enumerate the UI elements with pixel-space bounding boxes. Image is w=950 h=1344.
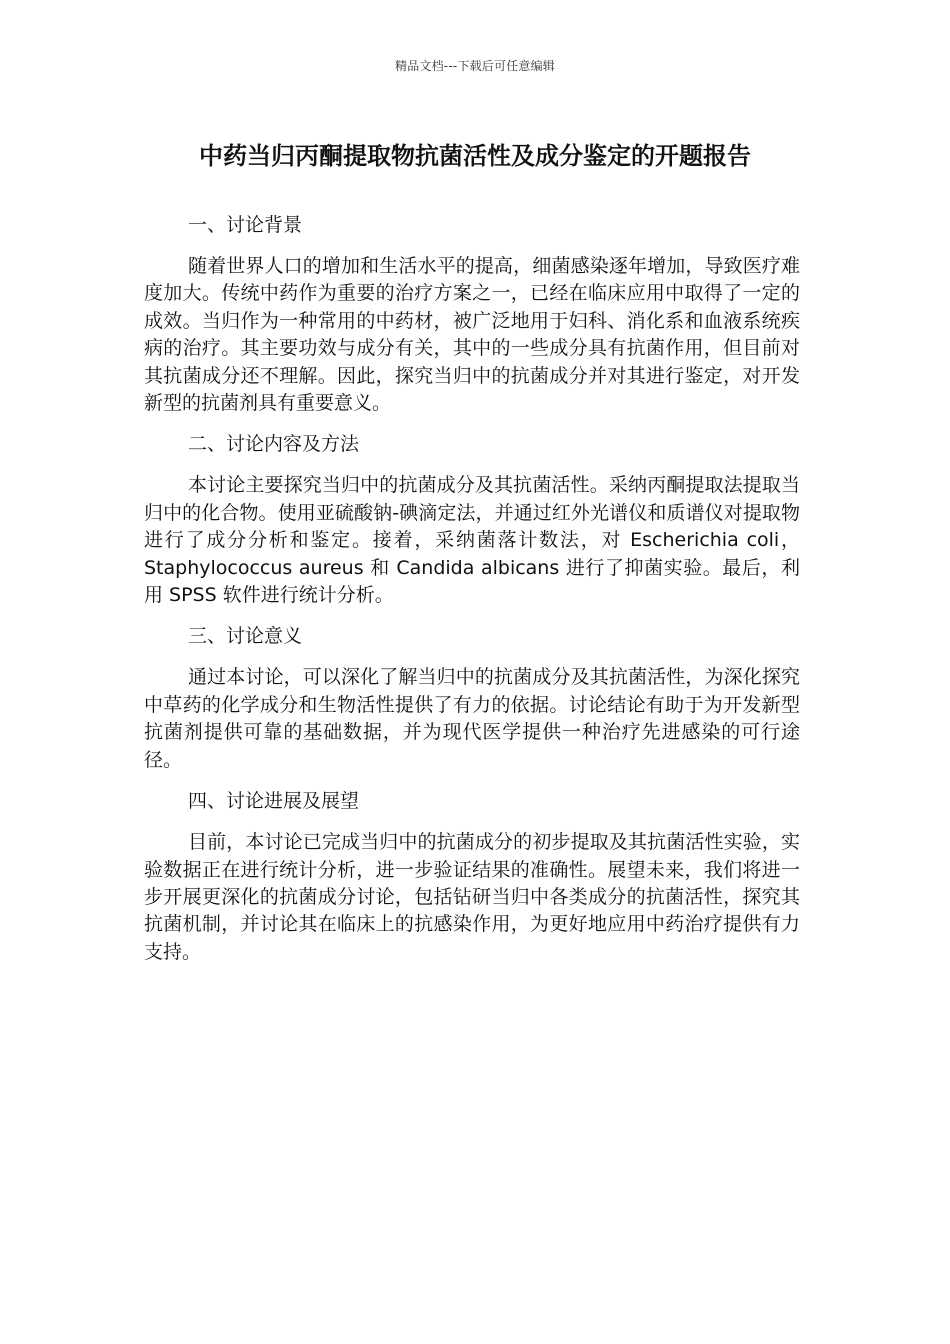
section-heading: 二、讨论内容及方法 [188, 433, 360, 456]
section-progress-outlook [144, 788, 800, 966]
section-heading: 三、讨论意义 [188, 625, 303, 648]
document-body [144, 212, 800, 980]
section-content-methods [144, 431, 800, 609]
section-significance [144, 623, 800, 774]
section-paragraph: 随着世界人口的增加和生活水平的提高，细菌感染逐年增加，导致医疗难度加大。传统中药作为重要的治疗方案之一，已经在临床应用中取得了一定的成效。当归作为一种常用的中药材，被广泛地用于妇科、消化系和血液系统疾病的治疗。其主要功效与成分有关，其中的一些成分具有抗菌作用，但目前对其抗菌成分还不理解。因此，探究当归中的抗菌成分并对其进行鉴定，对开发新型的抗菌剂具有重要意义。 [144, 255, 800, 415]
section-paragraph: 通过本讨论，可以深化了解当归中的抗菌成分及其抗菌活性，为深化探究中草药的化学成分和生物活性提供了有力的依据。讨论结论有助于为开发新型抗菌剂提供可靠的基础数据，并为现代医学提供一种治疗先进感染的可行途径。 [144, 666, 800, 771]
section-paragraph: 本讨论主要探究当归中的抗菌成分及其抗菌活性。采纳丙酮提取法提取当归中的化合物。使用亚硫酸钠-碘滴定法，并通过红外光谱仪和质谱仪对提取物进行了成分分析和鉴定。接着，采纳菌落计数法，对 Escherichia coli，Staphylococcus aureus 和 Candida albicans 进行了抑菌实验。最后，利用 SPSS 软件进行统计分析。 [144, 474, 800, 607]
section-paragraph: 目前，本讨论已完成当归中的抗菌成分的初步提取及其抗菌活性实验，实验数据正在进行统计分析，进一步验证结果的准确性。展望未来，我们将进一步开展更深化的抗菌成分讨论，包括钻研当归中各类成分的抗菌活性，探究其抗菌机制，并讨论其在临床上的抗感染作用，为更好地应用中药治疗提供有力支持。 [144, 831, 800, 963]
document-title: 中药当归丙酮提取物抗菌活性及成分鉴定的开题报告 [199, 142, 751, 170]
header-note: 精品文档---下载后可任意编辑 [395, 59, 555, 73]
section-heading: 四、讨论进展及展望 [188, 790, 360, 813]
section-background [144, 212, 800, 417]
section-heading: 一、讨论背景 [188, 214, 303, 236]
